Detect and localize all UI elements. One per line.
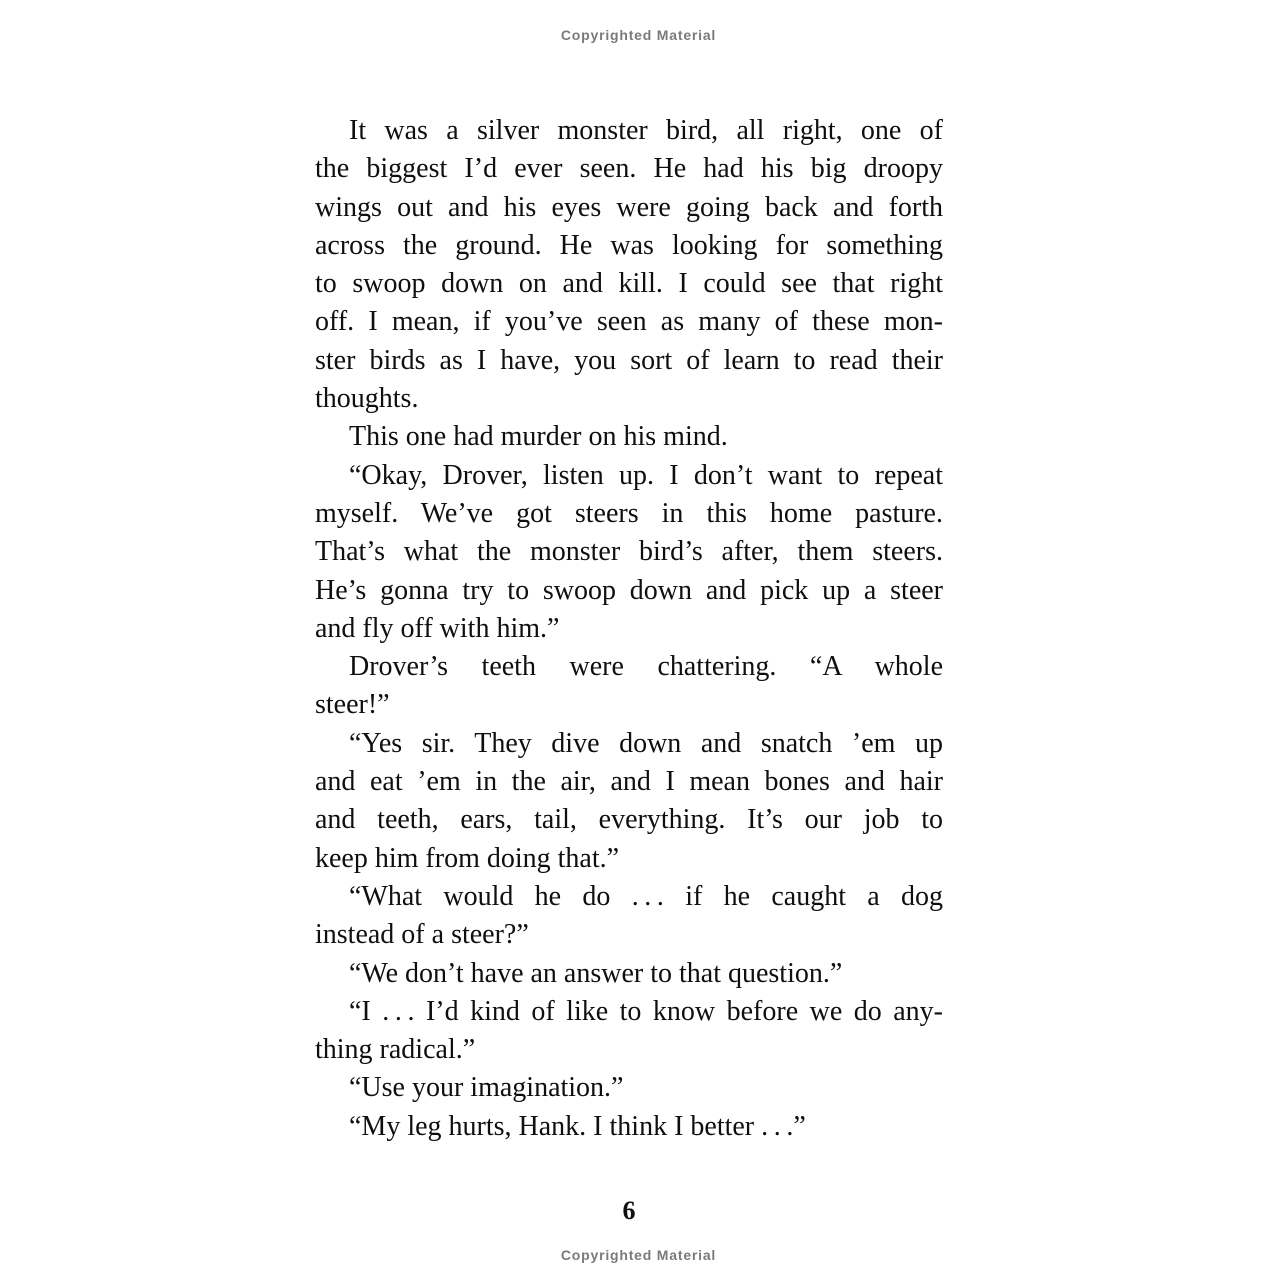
text-line: thing radical.” <box>315 1034 476 1066</box>
copyright-notice-top: Copyrighted Material <box>560 27 717 43</box>
text-line: the biggest I’d ever seen. He had his big droopy <box>315 153 943 185</box>
copyright-notice-bottom: Copyrighted Material <box>560 1247 717 1263</box>
text-line: “I . . . I’d kind of like to know before we do any- <box>349 995 943 1027</box>
text-line: “What would he do . . . if he caught a dog <box>349 880 943 912</box>
text-line: off. I mean, if you’ve seen as many of these mon- <box>315 306 943 338</box>
text-line: steer!” <box>315 689 390 721</box>
text-line: It was a silver monster bird, all right, one of <box>349 115 943 146</box>
page-number: 6 <box>622 1196 636 1225</box>
text-line: This one had murder on his mind. <box>349 421 728 453</box>
text-line: He’s gonna try to swoop down and pick up a steer <box>315 574 943 606</box>
text-line: ster birds as I have, you sort of learn to read their <box>315 344 943 376</box>
text-line: “We don’t have an answer to that question.” <box>349 957 843 989</box>
text-line: “My leg hurts, Hank. I think I better . . .” <box>349 1110 806 1142</box>
text-line: “Use your imagination.” <box>349 1072 624 1104</box>
text-line: and eat ’em in the air, and I mean bones and hair <box>315 766 943 798</box>
text-line: wings out and his eyes were going back and forth <box>315 191 943 223</box>
text-line: instead of a steer?” <box>315 919 529 951</box>
text-line: across the ground. He was looking for something <box>315 229 943 261</box>
text-line: “Okay, Drover, listen up. I don’t want to repeat <box>349 459 943 491</box>
text-line: keep him from doing that.” <box>315 842 620 874</box>
text-line: That’s what the monster bird’s after, them steers. <box>315 536 943 568</box>
text-line: and fly off with him.” <box>315 612 560 644</box>
text-line: Drover’s teeth were chattering. “A whole <box>349 651 943 683</box>
text-line: “Yes sir. They dive down and snatch ’em up <box>349 727 943 759</box>
text-line: myself. We’ve got steers in this home pasture. <box>315 497 943 529</box>
text-line: thoughts. <box>315 383 419 415</box>
page-text <box>315 112 943 1146</box>
text-line: and teeth, ears, tail, everything. It’s our job to <box>315 804 943 836</box>
text-line: to swoop down on and kill. I could see that right <box>315 268 943 300</box>
